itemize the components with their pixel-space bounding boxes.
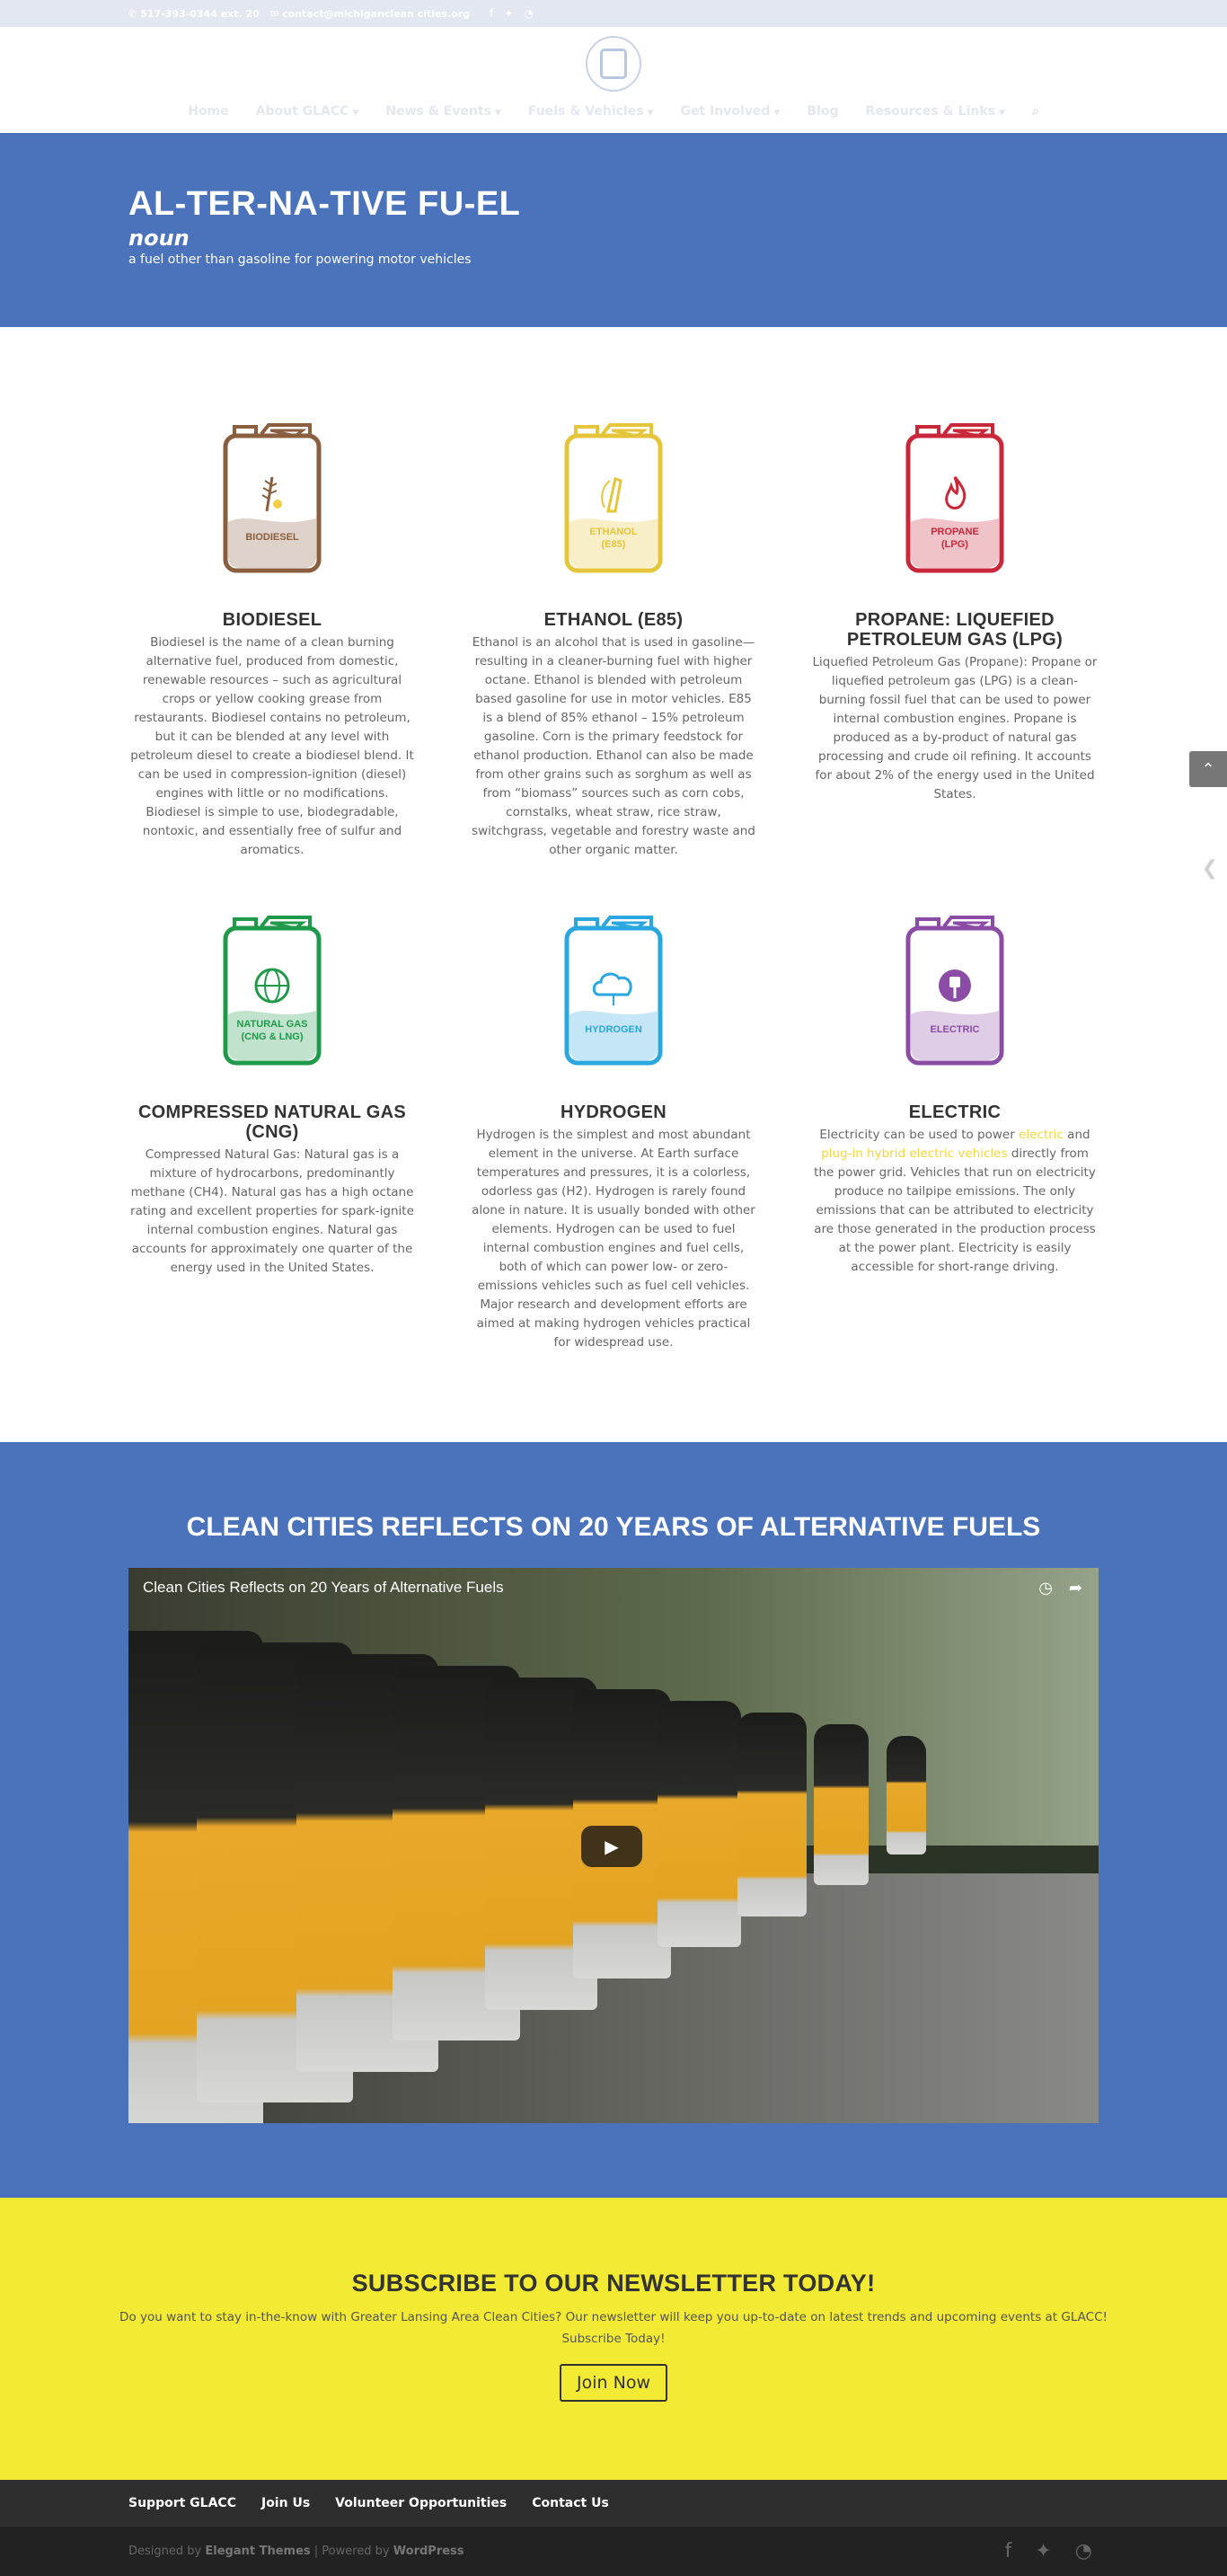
join-now-button[interactable]: Join Now (560, 2364, 667, 2402)
scroll-top-button[interactable] (1189, 751, 1227, 787)
credit-prefix: Designed by (128, 2545, 206, 2558)
footer-link-support[interactable]: Support GLACC (128, 2496, 236, 2510)
footer-link-contact[interactable]: Contact Us (532, 2496, 609, 2510)
facebook-icon[interactable]: f (1004, 2540, 1012, 2563)
email-contact[interactable] (270, 8, 470, 20)
fuel-icon (128, 421, 416, 574)
nav-item-blog[interactable] (807, 104, 838, 119)
fuel-description (811, 1126, 1099, 1277)
icon-label-text: PROPANE (931, 527, 979, 537)
rss-icon[interactable]: ◔ (524, 7, 534, 20)
twitter-icon[interactable]: ✦ (504, 7, 514, 20)
phone-contact[interactable] (128, 8, 260, 20)
top-social-links (490, 7, 534, 20)
chevron-down-icon: ▼ (647, 109, 654, 118)
nav-item-about[interactable] (256, 104, 359, 119)
bus-shape (814, 1724, 869, 1885)
chevron-down-icon: ▼ (999, 109, 1005, 118)
fuel-card (102, 421, 443, 860)
fuel-title: BIODIESEL (222, 610, 322, 630)
hydrogen-jerrycan-icon (563, 914, 664, 1067)
icon-label-text: HYDROGEN (585, 1024, 642, 1035)
email-address: contact@michiganclean cities.org (282, 7, 471, 20)
footer-link-volunteer[interactable]: Volunteer Opportunities (335, 2496, 508, 2510)
fuel-text: Electricity can be used to power (819, 1128, 1020, 1142)
fuel-icon (811, 914, 1099, 1067)
video-controls (1038, 1579, 1082, 1598)
phone-number: 517-393-0344 ext. 20 (140, 7, 260, 20)
fuel-description: Compressed Natural Gas: Natural gas is a mixture of hydrocarbons, predominantly methane (CH4). Natural gas has a high octane rating and excellent properties for spark-ignite internal combustion engines. Natural gas accounts for approximately one quarter of the energy used in the United States. (130, 1147, 414, 1275)
fuel-link[interactable]: electric (1019, 1128, 1064, 1142)
fuel-link[interactable]: plug-in hybrid electric vehicles (821, 1146, 1008, 1161)
nav-label: Blog (807, 104, 839, 119)
hero-definition: a fuel other than gasoline for powering motor vehicles (128, 252, 472, 267)
site-header (0, 27, 1227, 133)
fuel-description: Liquefied Petroleum Gas (Propane): Propane or liquefied petroleum gas (LPG) is a clean-burning fossil fuel that can be used to power internal combustion engines. Propane is produced as a by-product of natural gas processing and crude oil refining. It accounts for about 2% of the energy used in the United States. (812, 655, 1098, 801)
fuels-section (0, 327, 1227, 1442)
nav-label: News & Events (385, 104, 491, 119)
nav-item-get-involved[interactable] (681, 104, 781, 119)
share-icon[interactable]: ➦ (1068, 1579, 1082, 1598)
chevron-up-icon: ⌃ (1201, 759, 1215, 779)
fuel-title: HYDROGEN (561, 1102, 666, 1122)
logo-mark (600, 49, 627, 79)
icon-label-text: ETHANOL (589, 527, 638, 537)
fuel-description: Biodiesel is the name of a clean burning alternative fuel, produced from domestic, renewable resources – such as agricultural crops or yellow cooking grease from restaurants. Biodiesel contains no petroleum, but it can be blended at any level with petroleum diesel to create a biodiesel blend. It can be used in compression-ignition (diesel) engines with little or no modifications. Biodiesel is simple to use, biodegradable, nontoxic, and essentially free of sulfur and aromatics. (130, 635, 414, 857)
fuel-card (102, 914, 443, 1352)
search-icon[interactable]: ⌕ (1031, 104, 1039, 119)
chevron-down-icon: ▼ (352, 109, 359, 118)
mail-icon: ✉ (269, 7, 279, 20)
credit-wordpress-link[interactable]: WordPress (393, 2545, 464, 2558)
hero-section (0, 133, 1227, 327)
chevron-down-icon: ▼ (773, 109, 781, 118)
site-logo[interactable] (586, 36, 641, 92)
electric-jerrycan-icon (905, 914, 1005, 1067)
bus-shape (658, 1701, 741, 1947)
nav-item-news[interactable] (385, 104, 501, 119)
fuel-card (784, 421, 1125, 860)
chevron-down-icon: ▼ (495, 109, 501, 118)
play-button[interactable] (581, 1826, 642, 1867)
footer-credit (128, 2545, 464, 2558)
ethanol-jerrycan-icon (563, 421, 664, 574)
icon-label-text: (CNG & LNG) (241, 1031, 304, 1042)
twitter-icon[interactable]: ✦ (1035, 2540, 1052, 2563)
top-bar (0, 0, 1227, 27)
newsletter-text: Do you want to stay in-the-know with Greater Lansing Area Clean Cities? Our newsletter will keep you up-to-date on latest trends and upcoming events at GLACC! Subscribe Today! (119, 2310, 1108, 2346)
fuel-description: Ethanol is an alcohol that is used in gasoline—resulting in a cleaner-burning fuel with higher octane. Ethanol is blended with petroleum based gasoline for use in motor vehicles. E85 is a blend of 85% ethanol – 15% petroleum gasoline. Corn is the primary feedstock for ethanol production. Ethanol can also be made from other grains such as sorghum as well as from “biomass” sources such as corn cobs, cornstalks, wheat straw, rice straw, switchgrass, vegetable and forestry waste and other organic matter. (472, 635, 755, 857)
fuel-title: ETHANOL (E85) (543, 610, 684, 630)
fuel-title: PROPANE: LIQUEFIED PETROLEUM GAS (LPG) (846, 610, 1064, 650)
fuel-icon (470, 421, 757, 574)
icon-label-text: ELECTRIC (930, 1024, 980, 1035)
fuel-icon (470, 914, 757, 1067)
watch-later-icon[interactable]: ◷ (1038, 1579, 1053, 1598)
fuel-card (784, 914, 1125, 1352)
icon-label-text: (LPG) (941, 539, 968, 550)
propane-jerrycan-icon (905, 421, 1005, 574)
nav-item-resources[interactable] (865, 104, 1004, 119)
side-arrow-icon[interactable]: ❮ (1201, 857, 1218, 880)
video-section (0, 1442, 1227, 2198)
fuel-icon (811, 421, 1099, 574)
bus-shape (887, 1736, 927, 1855)
nav-label: About GLACC (255, 104, 349, 119)
nav-label: Fuels & Vehicles (527, 104, 644, 119)
fuel-text: and (1063, 1128, 1090, 1142)
fuel-title: COMPRESSED NATURAL GAS (CNG) (137, 1102, 407, 1142)
fuels-grid (102, 421, 1227, 1406)
rss-icon[interactable]: ◔ (1074, 2540, 1092, 2563)
nav-label: Resources & Links (865, 104, 995, 119)
nav-item-home[interactable] (188, 104, 228, 119)
icon-label-text: NATURAL GAS (236, 1019, 308, 1030)
fuel-description: Hydrogen is the simplest and most abundant element in the universe. At Earth surface temperatures and pressures, it is a colorless, odorless gas (H2). Hydrogen is rarely found alone in nature. It is usually bonded with other elements. Hydrogen can be used to fuel internal combustion engines and fuel cells, both of which can power low- or zero-emissions vehicles such as fuel cell vehicles. Major research and development efforts are aimed at making hydrogen vehicles practical for widespread use. (472, 1128, 755, 1350)
compressed-jerrycan-icon (222, 914, 322, 1067)
facebook-icon[interactable]: f (490, 7, 494, 20)
icon-label-text: BIODIESEL (245, 532, 299, 543)
play-icon: ▶ (605, 1836, 619, 1857)
fuel-card (443, 421, 784, 860)
footer-link-join[interactable]: Join Us (260, 2496, 311, 2510)
main-nav (0, 104, 1227, 119)
icon-label-text: (E85) (601, 539, 626, 550)
hero-title: AL-TER-NA-TIVE FU-EL (128, 185, 521, 223)
footer-bottom (0, 2527, 1227, 2576)
bus-shape (737, 1713, 807, 1917)
fuel-card (443, 914, 784, 1352)
video-player[interactable] (128, 1568, 1099, 2123)
fuel-text: directly from the power grid. Vehicles that run on electricity produce no tailpipe emissions. The only emissions that can be attributed to electricity are those generated in the production process at the power plant. Electricity is easily accessible for short-range driving. (814, 1146, 1096, 1274)
footer-nav (0, 2480, 1227, 2527)
newsletter-section (0, 2198, 1227, 2480)
nav-label: Get Involved (680, 104, 771, 119)
nav-item-fuels[interactable] (528, 104, 654, 119)
biodiesel-jerrycan-icon (222, 421, 322, 574)
hero-part-of-speech: noun (128, 226, 190, 251)
fuel-title: ELECTRIC (908, 1102, 1002, 1122)
credit-theme-link[interactable]: Elegant Themes (205, 2545, 311, 2558)
fuel-icon (128, 914, 416, 1067)
video-title[interactable]: Clean Cities Reflects on 20 Years of Alternative Fuels (143, 1579, 504, 1596)
nav-label: Home (188, 104, 229, 119)
newsletter-heading: SUBSCRIBE TO OUR NEWSLETTER TODAY! (351, 2270, 876, 2297)
phone-icon: ✆ (128, 7, 137, 20)
video-section-heading: CLEAN CITIES REFLECTS ON 20 YEARS OF ALTERNATIVE FUELS (186, 1512, 1041, 1542)
credit-mid: | Powered by (310, 2545, 393, 2558)
